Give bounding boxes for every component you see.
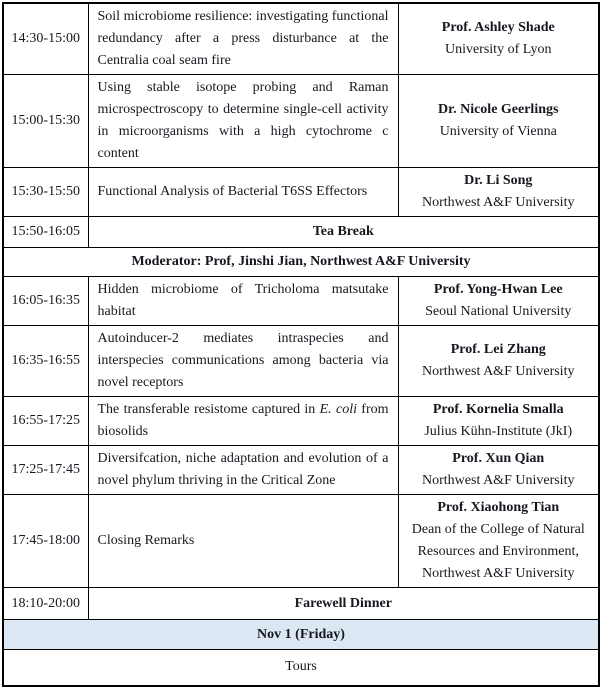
- time-cell: 16:55-17:25: [3, 397, 88, 446]
- talk-title-cell: Closing Remarks: [88, 495, 398, 588]
- tea-break-row: [3, 217, 599, 248]
- title-text: from biosolids: [97, 402, 389, 439]
- speaker-cell: [398, 75, 599, 168]
- speaker-name: Dr. Li Song: [464, 173, 533, 188]
- farewell-dinner-row: [3, 588, 599, 620]
- speaker-cell: [398, 3, 599, 75]
- speaker-name: Prof. Xiaohong Tian: [437, 500, 560, 515]
- speaker-cell: [398, 446, 599, 495]
- speaker-affiliation: Resources and Environment,: [417, 544, 579, 559]
- talk-title-cell: Soil microbiome resilience: investigating functional redundancy after a press disturbance at the Centralia coal seam fire: [88, 3, 398, 75]
- time-cell: 18:10-20:00: [3, 588, 88, 620]
- talk-title-cell: [88, 397, 398, 446]
- speaker-affiliation: Northwest A&F University: [422, 195, 575, 210]
- speaker-affiliation: University of Vienna: [439, 124, 557, 139]
- speaker-name: Prof. Kornelia Smalla: [432, 402, 564, 417]
- talk-title-cell: Hidden microbiome of Tricholoma matsutake habitat: [88, 277, 398, 326]
- speaker-cell: [398, 397, 599, 446]
- speaker-cell: [398, 277, 599, 326]
- session-row-1500: [3, 75, 599, 168]
- time-cell: 15:50-16:05: [3, 217, 88, 248]
- title-italic-species: E. coli: [319, 402, 357, 417]
- schedule-table: [2, 2, 600, 687]
- time-cell: 15:00-15:30: [3, 75, 88, 168]
- speaker-cell: [398, 495, 599, 588]
- speaker-name: Prof. Yong-Hwan Lee: [433, 282, 563, 297]
- speaker-affiliation: Northwest A&F University: [422, 473, 575, 488]
- speaker-affiliation: Seoul National University: [425, 304, 572, 319]
- tours-cell: Tours: [3, 650, 599, 686]
- speaker-name: Prof. Ashley Shade: [441, 20, 555, 35]
- time-cell: 15:30-15:50: [3, 168, 88, 217]
- title-text: The transferable resistome captured in: [97, 402, 320, 417]
- speaker-affiliation: Julius Kühn-Institute (JkI): [424, 424, 573, 439]
- talk-title-cell: Autoinducer-2 mediates intraspecies and interspecies communications among bacteria via novel receptors: [88, 326, 398, 397]
- time-cell: 17:25-17:45: [3, 446, 88, 495]
- session-row-1635: [3, 326, 599, 397]
- session-row-1725: [3, 446, 599, 495]
- session-row-1605: [3, 277, 599, 326]
- talk-title-cell: Using stable isotope probing and Raman microspectroscopy to determine single-cell activity in microorganisms with a high cytochrome c content: [88, 75, 398, 168]
- session-row-1655: [3, 397, 599, 446]
- moderator-row: [3, 248, 599, 277]
- time-cell: 14:30-15:00: [3, 3, 88, 75]
- talk-title-cell: Diversifcation, niche adaptation and evolution of a novel phylum thriving in the Critical Zone: [88, 446, 398, 495]
- speaker-name: Prof. Lei Zhang: [450, 342, 546, 357]
- time-cell: 17:45-18:00: [3, 495, 88, 588]
- day-banner-row: [3, 620, 599, 650]
- talk-title-cell: Functional Analysis of Bacterial T6SS Effectors: [88, 168, 398, 217]
- event-cell: Farewell Dinner: [88, 588, 599, 620]
- day-banner: Nov 1 (Friday): [3, 620, 599, 650]
- time-cell: 16:05-16:35: [3, 277, 88, 326]
- speaker-name: Dr. Nicole Geerlings: [438, 102, 559, 117]
- time-cell: 16:35-16:55: [3, 326, 88, 397]
- speaker-affiliation: Northwest A&F University: [422, 566, 575, 581]
- session-row-1530: [3, 168, 599, 217]
- speaker-affiliation: Northwest A&F University: [422, 364, 575, 379]
- session-row-1745: [3, 495, 599, 588]
- speaker-cell: [398, 168, 599, 217]
- event-cell: Tea Break: [88, 217, 599, 248]
- speaker-cell: [398, 326, 599, 397]
- tours-row: [3, 650, 599, 686]
- session-row-1430: [3, 3, 599, 75]
- speaker-affiliation: Dean of the College of Natural: [411, 522, 585, 537]
- speaker-name: Prof. Xun Qian: [452, 451, 545, 466]
- speaker-affiliation: University of Lyon: [444, 42, 552, 57]
- moderator-banner: Moderator: Prof, Jinshi Jian, Northwest A&F University: [3, 248, 599, 277]
